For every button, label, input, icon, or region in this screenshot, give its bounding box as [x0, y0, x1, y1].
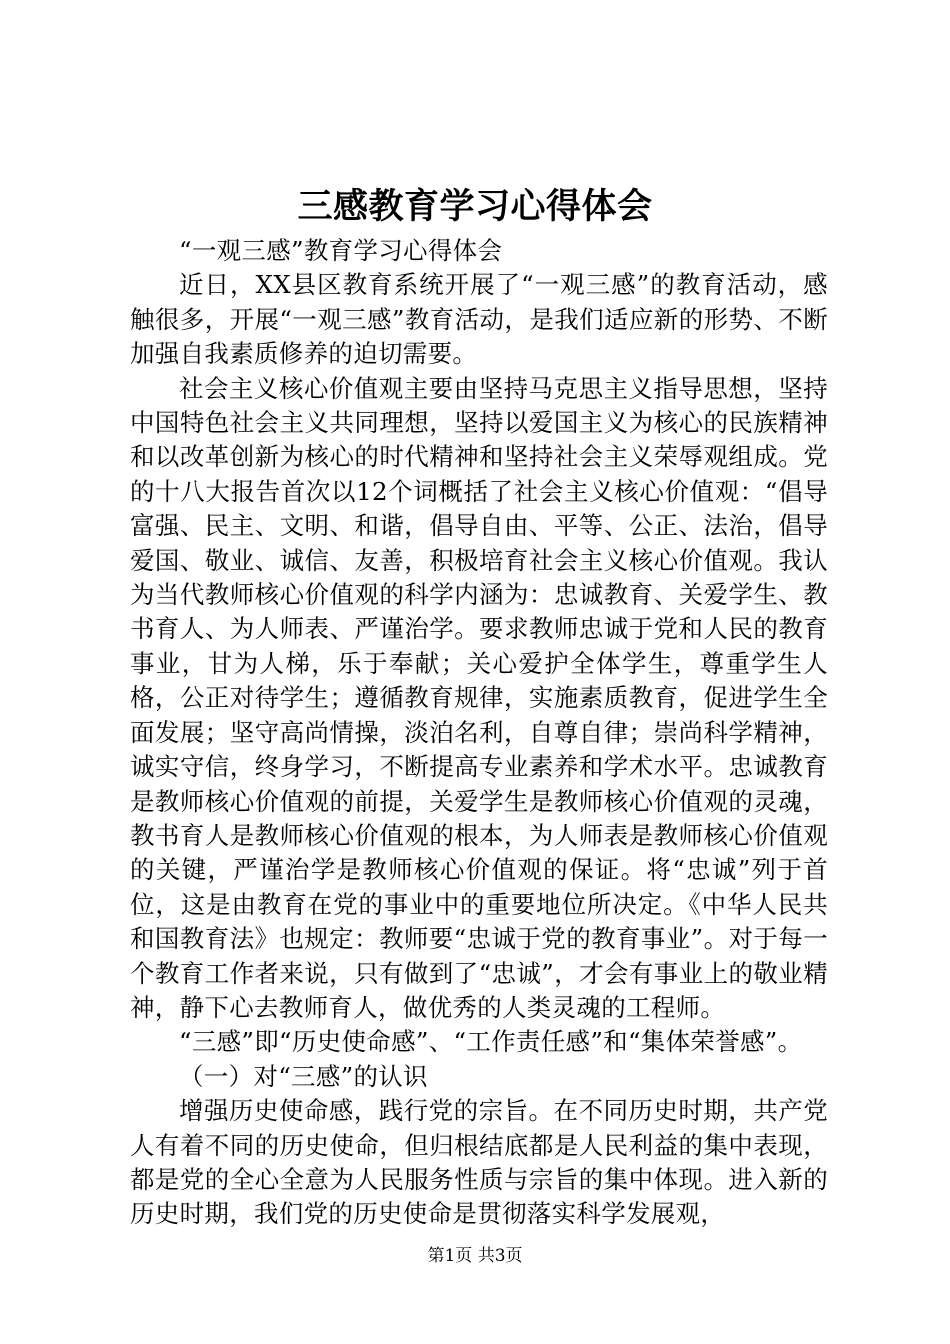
document-title: 三感教育学习心得体会	[297, 186, 653, 227]
body-paragraph: 近日，XX县区教育系统开展了“一观三感”的教育活动，感触很多，开展“一观三感”教育活动，是我们适应新的形势、不断加强自我素质修养的迫切需要。	[130, 270, 828, 369]
body-paragraph: 社会主义核心价值观主要由坚持马克思主义指导思想，坚持中国特色社会主义共同理想，坚持以爱国主义为核心的民族精神和以改革创新为核心的时代精神和坚持社会主义荣辱观组成。党的十八大报告首次以12个词概括了社会主义核心价值观：“倡导富强、民主、文明、和谐，倡导自由、平等、公正、法治，倡导爱国、敬业、诚信、友善，积极培育社会主义核心价值观。我认为当代教师核心价值观的科学内涵为：忠诚教育、关爱学生、教书育人、为人师表、严谨治学。要求教师忠诚于党和人民的教育事业，甘为人梯，乐于奉献；关心爱护全体学生，尊重学生人格，公正对待学生；遵循教育规律，实施素质教育，促进学生全面发展；坚守高尚情操，淡泊名利，自尊自律；崇尚科学精神，诚实守信，终身学习，不断提高专业素养和学术水平。忠诚教育是教师核心价值观的前提，关爱学生是教师核心价值观的灵魂，教书育人是教师核心价值观的根本，为人师表是教师核心价值观的关键，严谨治学是教师核心价值观的保证。将“忠诚”列于首位，这是由教育在党的事业中的重要地位所决定。《中华人民共和国教育法》也规定：教师要“忠诚于党的教育事业”。对于每一个教育工作者来说，只有做到了“忠诚”，才会有事业上的敬业精神，静下心去教师育人，做优秀的人类灵魂的工程师。	[130, 373, 828, 1022]
subtitle-paragraph: “一观三感”教育学习心得体会	[179, 236, 503, 265]
document-body	[130, 234, 828, 1232]
body-paragraph: “三感”即“历史使命感”、“工作责任感”和“集体荣誉感”。	[179, 1027, 803, 1057]
body-paragraph: 增强历史使命感，践行党的宗旨。在不同历史时期，共产党人有着不同的历史使命，但归根结底都是人民利益的集中表现，都是党的全心全意为人民服务性质与宗旨的集中体现。进入新的历史时期，我们党的历史使命是贯彻落实科学发展观，	[130, 1096, 828, 1229]
page-footer: 第1页 共3页	[427, 1246, 523, 1266]
section-heading: （一）对“三感”的认识	[179, 1061, 428, 1091]
